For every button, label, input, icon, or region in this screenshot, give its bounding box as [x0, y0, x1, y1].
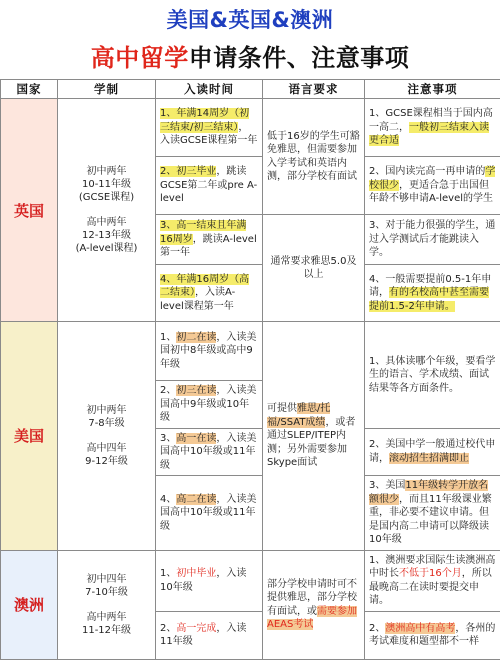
au-lang: 部分学校申请时可不提供雅思，部分学校有面试，或需要参加AEAS考试 [263, 550, 365, 659]
table-row [1, 322, 500, 381]
title-rest: 申请条件、注意事项 [189, 44, 410, 72]
us-entry-3: 3、高一在读，入读美国高中10年级或11年级 [156, 428, 263, 476]
uk-entry-2: 2、初三毕业，跳读GCSE第二年或pre A-level [156, 157, 263, 215]
page-header [0, 0, 500, 74]
us-note-2: 2、美国中学一般通过校代申请，滚动招生招满即止 [365, 428, 500, 476]
table-header-row [1, 80, 500, 99]
title-highlight: 高中留学 [91, 44, 189, 72]
uk-note-3: 3、对于能力很强的学生，通过入学测试后才能跳读入学。 [365, 215, 500, 265]
au-entry-1: 1、初中毕业，入读10年级 [156, 550, 263, 611]
col-header-entry-time: 入读时间 [156, 80, 263, 99]
col-header-notes: 注意事项 [365, 80, 500, 99]
uk-entry-4: 4、年满16周岁（高二结束），入读A-level课程第一年 [156, 265, 263, 322]
uk-note-2: 2、国内读完高一再申请的学校很少，更适合急于出国但年龄不够申请A-level的学生 [365, 157, 500, 215]
system-au: 初中四年 7-10年级 高中两年 11-12年级 [58, 550, 156, 659]
au-entry-2: 2、高一完成，入读11年级 [156, 611, 263, 659]
uk-lang-2: 通常要求雅思5.0及以上 [263, 215, 365, 322]
col-header-country: 国家 [1, 80, 58, 99]
au-note-2: 2、澳洲高中有高考，各州的考试难度和题型都不一样 [365, 611, 500, 659]
uk-note-1: 1、GCSE课程相当于国内高一高二，一般初三结束入读更合适 [365, 99, 500, 157]
us-note-1: 1、具体读哪个年级，要看学生的语言、学术成绩、面试结果等各方面条件。 [365, 322, 500, 429]
country-us: 美国 [1, 322, 58, 551]
au-note-1: 1、澳洲要求国际生读澳洲高中时长不低于16个月，所以最晚高二在读时要提交申请。 [365, 550, 500, 611]
uk-entry-1: 1、年满14周岁（初三结束/初三结束），入读GCSE课程第一年 [156, 99, 263, 157]
system-us: 初中两年 7-8年级 高中四年 9-12年级 [58, 322, 156, 551]
country-uk: 英国 [1, 99, 58, 322]
title-countries: 美国&英国&澳洲 [0, 4, 500, 34]
title-subject [0, 38, 500, 73]
table-row [1, 99, 500, 157]
us-entry-1: 1、初二在读，入读美国初中8年级或高中9年级 [156, 322, 263, 381]
comparison-table [0, 79, 500, 660]
us-entry-2: 2、初三在读，入读美国高中9年级或10年级 [156, 381, 263, 429]
us-lang: 可提供雅思/托福/SSAT成绩，或者通过SLEP/ITEP内测；另外需要参加Skype面试 [263, 322, 365, 551]
col-header-language: 语言要求 [263, 80, 365, 99]
uk-note-4: 4、一般需要提前0.5-1年申请，有的名校高中甚至需要提前1.5-2年申请。 [365, 265, 500, 322]
uk-lang-1: 低于16岁的学生可豁免雅思，但需要参加入学考试和英语内测，部分学校有面试 [263, 99, 365, 215]
system-uk: 初中两年 10-11年级 (GCSE课程) 高中两年 12-13年级 (A-level课程) [58, 99, 156, 322]
table-row [1, 550, 500, 611]
us-entry-4: 4、高二在读，入读美国高中10年级或11年级 [156, 476, 263, 551]
country-au: 澳洲 [1, 550, 58, 659]
us-note-3: 3、美国11年级转学开放名额很少，而且11年级课业繁重，非必要不建议申请。但是国内高二申请可以降级读10年级 [365, 476, 500, 551]
col-header-system: 学制 [58, 80, 156, 99]
uk-entry-3: 3、高一结束且年满16周岁，跳读A-level第一年 [156, 215, 263, 265]
